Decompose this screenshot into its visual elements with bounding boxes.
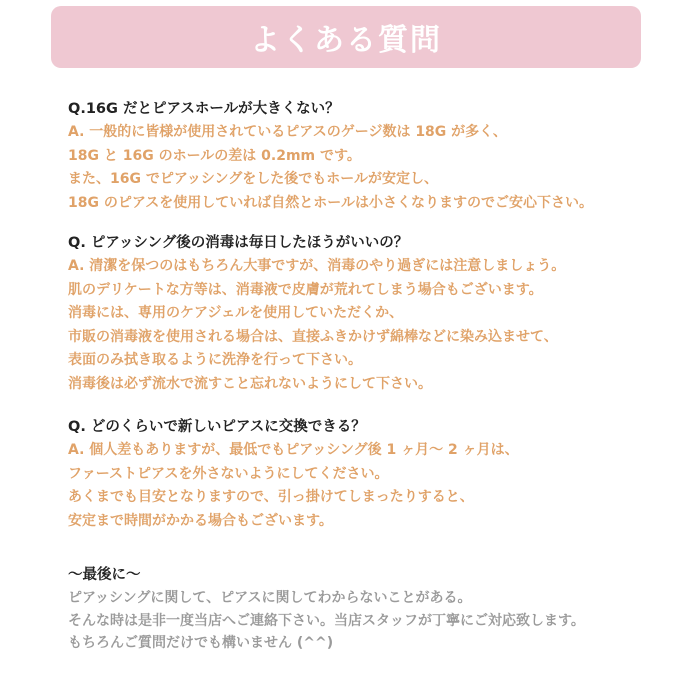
closing-line: もちろんご質問だけでも構いません (^^) (68, 635, 334, 651)
faq-answer-line: 消毒には、専用のケアジェルを使用していただくか、 (68, 305, 404, 321)
faq-question: Q. どのくらいで新しいピアスに交換できる？ (68, 419, 366, 435)
faq-answer-line: A. 清潔を保つのはもちろん大事ですが、消毒のやり過ぎには注意しましょう。 (68, 258, 566, 274)
faq-answer-line: 肌のデリケートな方等は、消毒液で皮膚が荒れてしまう場合もございます。 (68, 281, 543, 298)
header-banner (51, 6, 641, 68)
faq-answer-line: 市販の消毒液を使用される場合は、直接ふきかけず綿棒などに染み込ませて、 (68, 328, 558, 345)
faq-answer-line: 表面のみ拭き取るように洗浄を行って下さい。 (68, 352, 362, 368)
closing-title: ～最後に～ (68, 567, 141, 583)
faq-item-1 (68, 97, 668, 215)
faq-answer-line: 安定まで時間がかかる場合もございます。 (68, 512, 333, 529)
faq-question: Q. ピアッシング後の消毒は毎日したほうがいいの？ (68, 235, 409, 251)
faq-answer-line: ファーストピアスを外さないようにしてください。 (68, 465, 389, 482)
faq-answer-line: A. 一般的に皆様が使用されているピアスのゲージ数は 18G が多く、 (68, 124, 507, 140)
faq-item-3 (68, 415, 668, 533)
closing-section (68, 563, 668, 655)
faq-answer-line: あくまでも目安となりますので、引っ掛けてしまったりすると、 (68, 489, 474, 505)
closing-line: そんな時は是非一度当店へご連絡下さい。当店スタッフが丁寧にご対応致します。 (68, 612, 585, 629)
faq-answer-line: 18G と 16G のホールの差は 0.2mm です。 (68, 147, 361, 164)
faq-answer-line: 18G のピアスを使用していれば自然とホールは小さくなりますのでご安心下さい。 (68, 194, 594, 211)
faq-answer-line: A. 個人差もありますが、最低でもピアッシング後 1 ヶ月～ 2 ヶ月は、 (68, 442, 519, 458)
faq-item-2 (68, 231, 668, 396)
page-title: よくある質問 (250, 23, 442, 58)
faq-question: Q.16G だとピアスホールが大きくない？ (68, 101, 340, 117)
closing-line: ピアッシングに関して、ピアスに関してわからないことがある。 (68, 590, 472, 606)
faq-answer-line: 消毒後は必ず流水で流すこと忘れないようにして下さい。 (68, 375, 432, 392)
faq-answer-line: また、16G でピアッシングをした後でもホールが安定し、 (68, 171, 438, 187)
